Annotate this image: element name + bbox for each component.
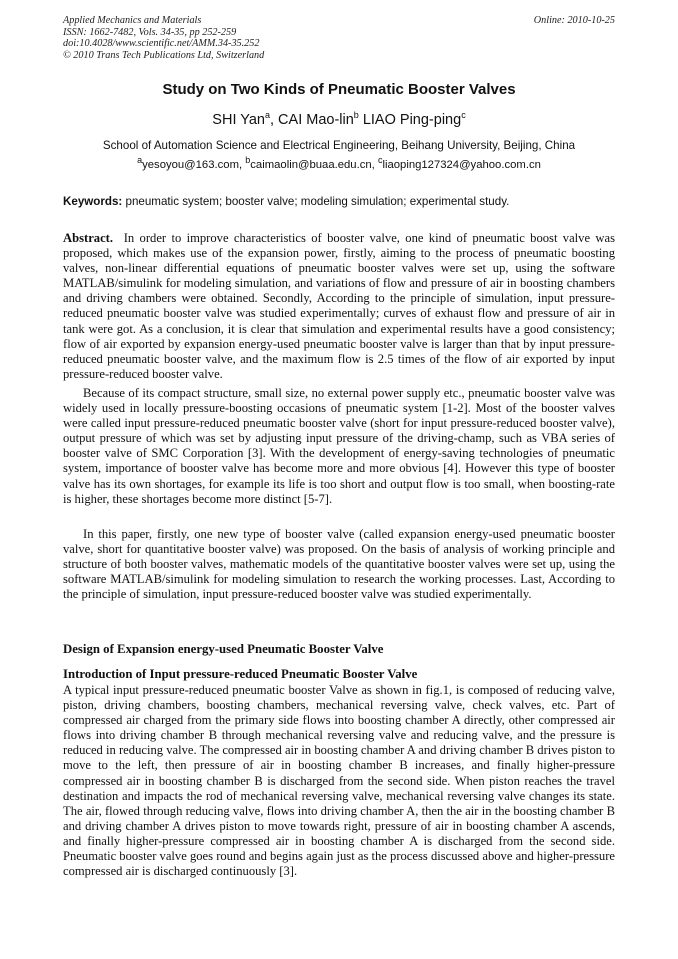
paper-title: Study on Two Kinds of Pneumatic Booster Valves — [162, 81, 516, 98]
copyright-line: © 2010 Trans Tech Publications Ltd, Switzerland — [63, 49, 265, 61]
intro-paragraph-2 — [63, 527, 615, 602]
email-address: caimaolin@buaa.edu.cn — [250, 159, 372, 171]
paragraph-text: Because of its compact structure, small size, no external power supply etc., pneumatic booster valve was widely used in locally pressure-boosting occasions of pneumatic system [1-2]. Most of the booster valves were called input pressure-reduced pneumatic booster valve (short for input pressure-reduced booster valve), output pressure of which was set by adjusting input pressure of the driving-champ, such as VBA series of booster valve of SMC Corporation [3]. With the development of energy-saving technologies of pneumatic system, importance of booster valve has become more and more obvious [4]. However this type of booster valve has its own shortages, for example its life is too short and output flow is too small, when boosting-rate is higher, these shortages become more distinct [5-7]. — [63, 386, 615, 506]
author-list — [0, 112, 678, 128]
author-name: LIAO Ping-ping — [362, 112, 462, 128]
keywords — [63, 195, 615, 208]
email-list: $^a$yesoyou@163.com, $^b$caimaolin@buaa.edu.cn, $^c$liaoping127324@yahoo.com.cn — [137, 155, 541, 171]
email-mark: b — [245, 155, 251, 166]
author-affil-mark: c — [461, 110, 466, 121]
paragraph-text: In this paper, firstly, one new type of booster valve (called expansion energy-used pneumatic booster valve, short for quantitative booster valve) was proposed. On the basis of analysis of working principle and structure of both booster valves, mathematic models of the quantitative booster valves were set up, using the software MATLAB/simulink for modeling simulation to research the working processes. Last, According to the principle of simulation, input pressure-reduced booster valve was studied experimentally. — [63, 527, 615, 602]
email-mark: a — [137, 155, 143, 166]
doi-line: doi:10.4028/www.scientific.net/AMM.34-35.252 — [63, 38, 260, 50]
author-separator: , — [269, 112, 279, 128]
online-date: Online: 2010-10-25 — [533, 15, 615, 26]
journal-header — [63, 15, 615, 61]
affiliation: School of Automation Science and Electrical Engineering, Beihang University, Beijing, China — [102, 139, 576, 152]
section-paragraph — [63, 683, 615, 879]
keywords-text: pneumatic system; booster valve; modeling simulation; experimental study. — [125, 195, 510, 208]
author-affil-mark: b — [353, 110, 359, 121]
section-heading: Design of Expansion energy-used Pneumatic Booster Valve — [63, 642, 384, 656]
author-name: CAI Mao-lin — [278, 112, 354, 128]
author-affil-mark: a — [264, 110, 270, 121]
intro-paragraph-1 — [63, 386, 615, 507]
keywords-label: Keywords: — [63, 195, 123, 208]
email-address: liaoping127324@yahoo.com.cn — [382, 159, 541, 171]
author-name: SHI Yan — [212, 112, 265, 128]
paragraph-text: A typical input pressure-reduced pneumatic booster Valve as shown in fig.1, is composed of reducing valve, piston, driving chambers, boosting chambers, mechanical reversing valve, check valves, etc. Part of compressed air charged from the primary side flows into boosting chamber A directly, other compressed air flows into driving chamber B through mechanical reversing valve and reducing valve, and the pressure is reduced in reducing valve. The compressed air in boosting chamber A and driving chamber B drives piston to move to the left, then pressure of air in boosting chamber B increases, and finally higher-pressure compressed air in boosting chamber B is discharged from the second side. When piston reaches the travel destination and impacts the rod of mechanical reversing valve, mechanical reversing valve changes its state. The air, flowed through reducing valve, flows into driving chamber A, then the air in the boosting chamber B and driving chamber A drives piston to move towards right, pressure of air in boosting chamber A ascends, and finally higher-pressure compressed air in boosting chamber A is discharged from the second side. Pneumatic booster valve goes round and begins again just as the process discussed above and higher-pressure compressed air is discharged continuously [3]. — [63, 683, 615, 879]
email-address: yesoyou@163.com — [142, 159, 239, 171]
subsection-heading: Introduction of Input pressure-reduced Pneumatic Booster Valve — [63, 667, 418, 681]
abstract — [63, 231, 615, 382]
abstract-text: In order to improve characteristics of booster valve, one kind of pneumatic boost valve was proposed, which makes use of the expansion power, firstly, aiming to the process of pneumatic boosting valves, non-linear differential equations of pneumatic booster valves were set up, using the software MATLAB/simulink for modeling simulation, and variations of flow and pressure of air in boosting chambers and driving chambers were obtained. Secondly, According to the principle of simulation, input pressure-reduced pneumatic booster valve was studied experimentally; curves of exhaust flow and pressure of air in tank were got. As a conclusion, it is clear that simulation and experimental results have a good consistency; flow of air exported by expansion energy-used pneumatic booster valve is larger than that by input pressure-reduced pneumatic booster valve, and the maximum flow is 2.5 times of the flow of air exported by input pressure-reduced booster valve. — [63, 231, 615, 381]
email-mark: c — [377, 155, 383, 166]
journal-name: Applied Mechanics and Materials — [63, 15, 202, 26]
issn-line: ISSN: 1662-7482, Vols. 34-35, pp 252-259 — [63, 26, 237, 38]
abstract-label: Abstract. — [63, 231, 114, 245]
